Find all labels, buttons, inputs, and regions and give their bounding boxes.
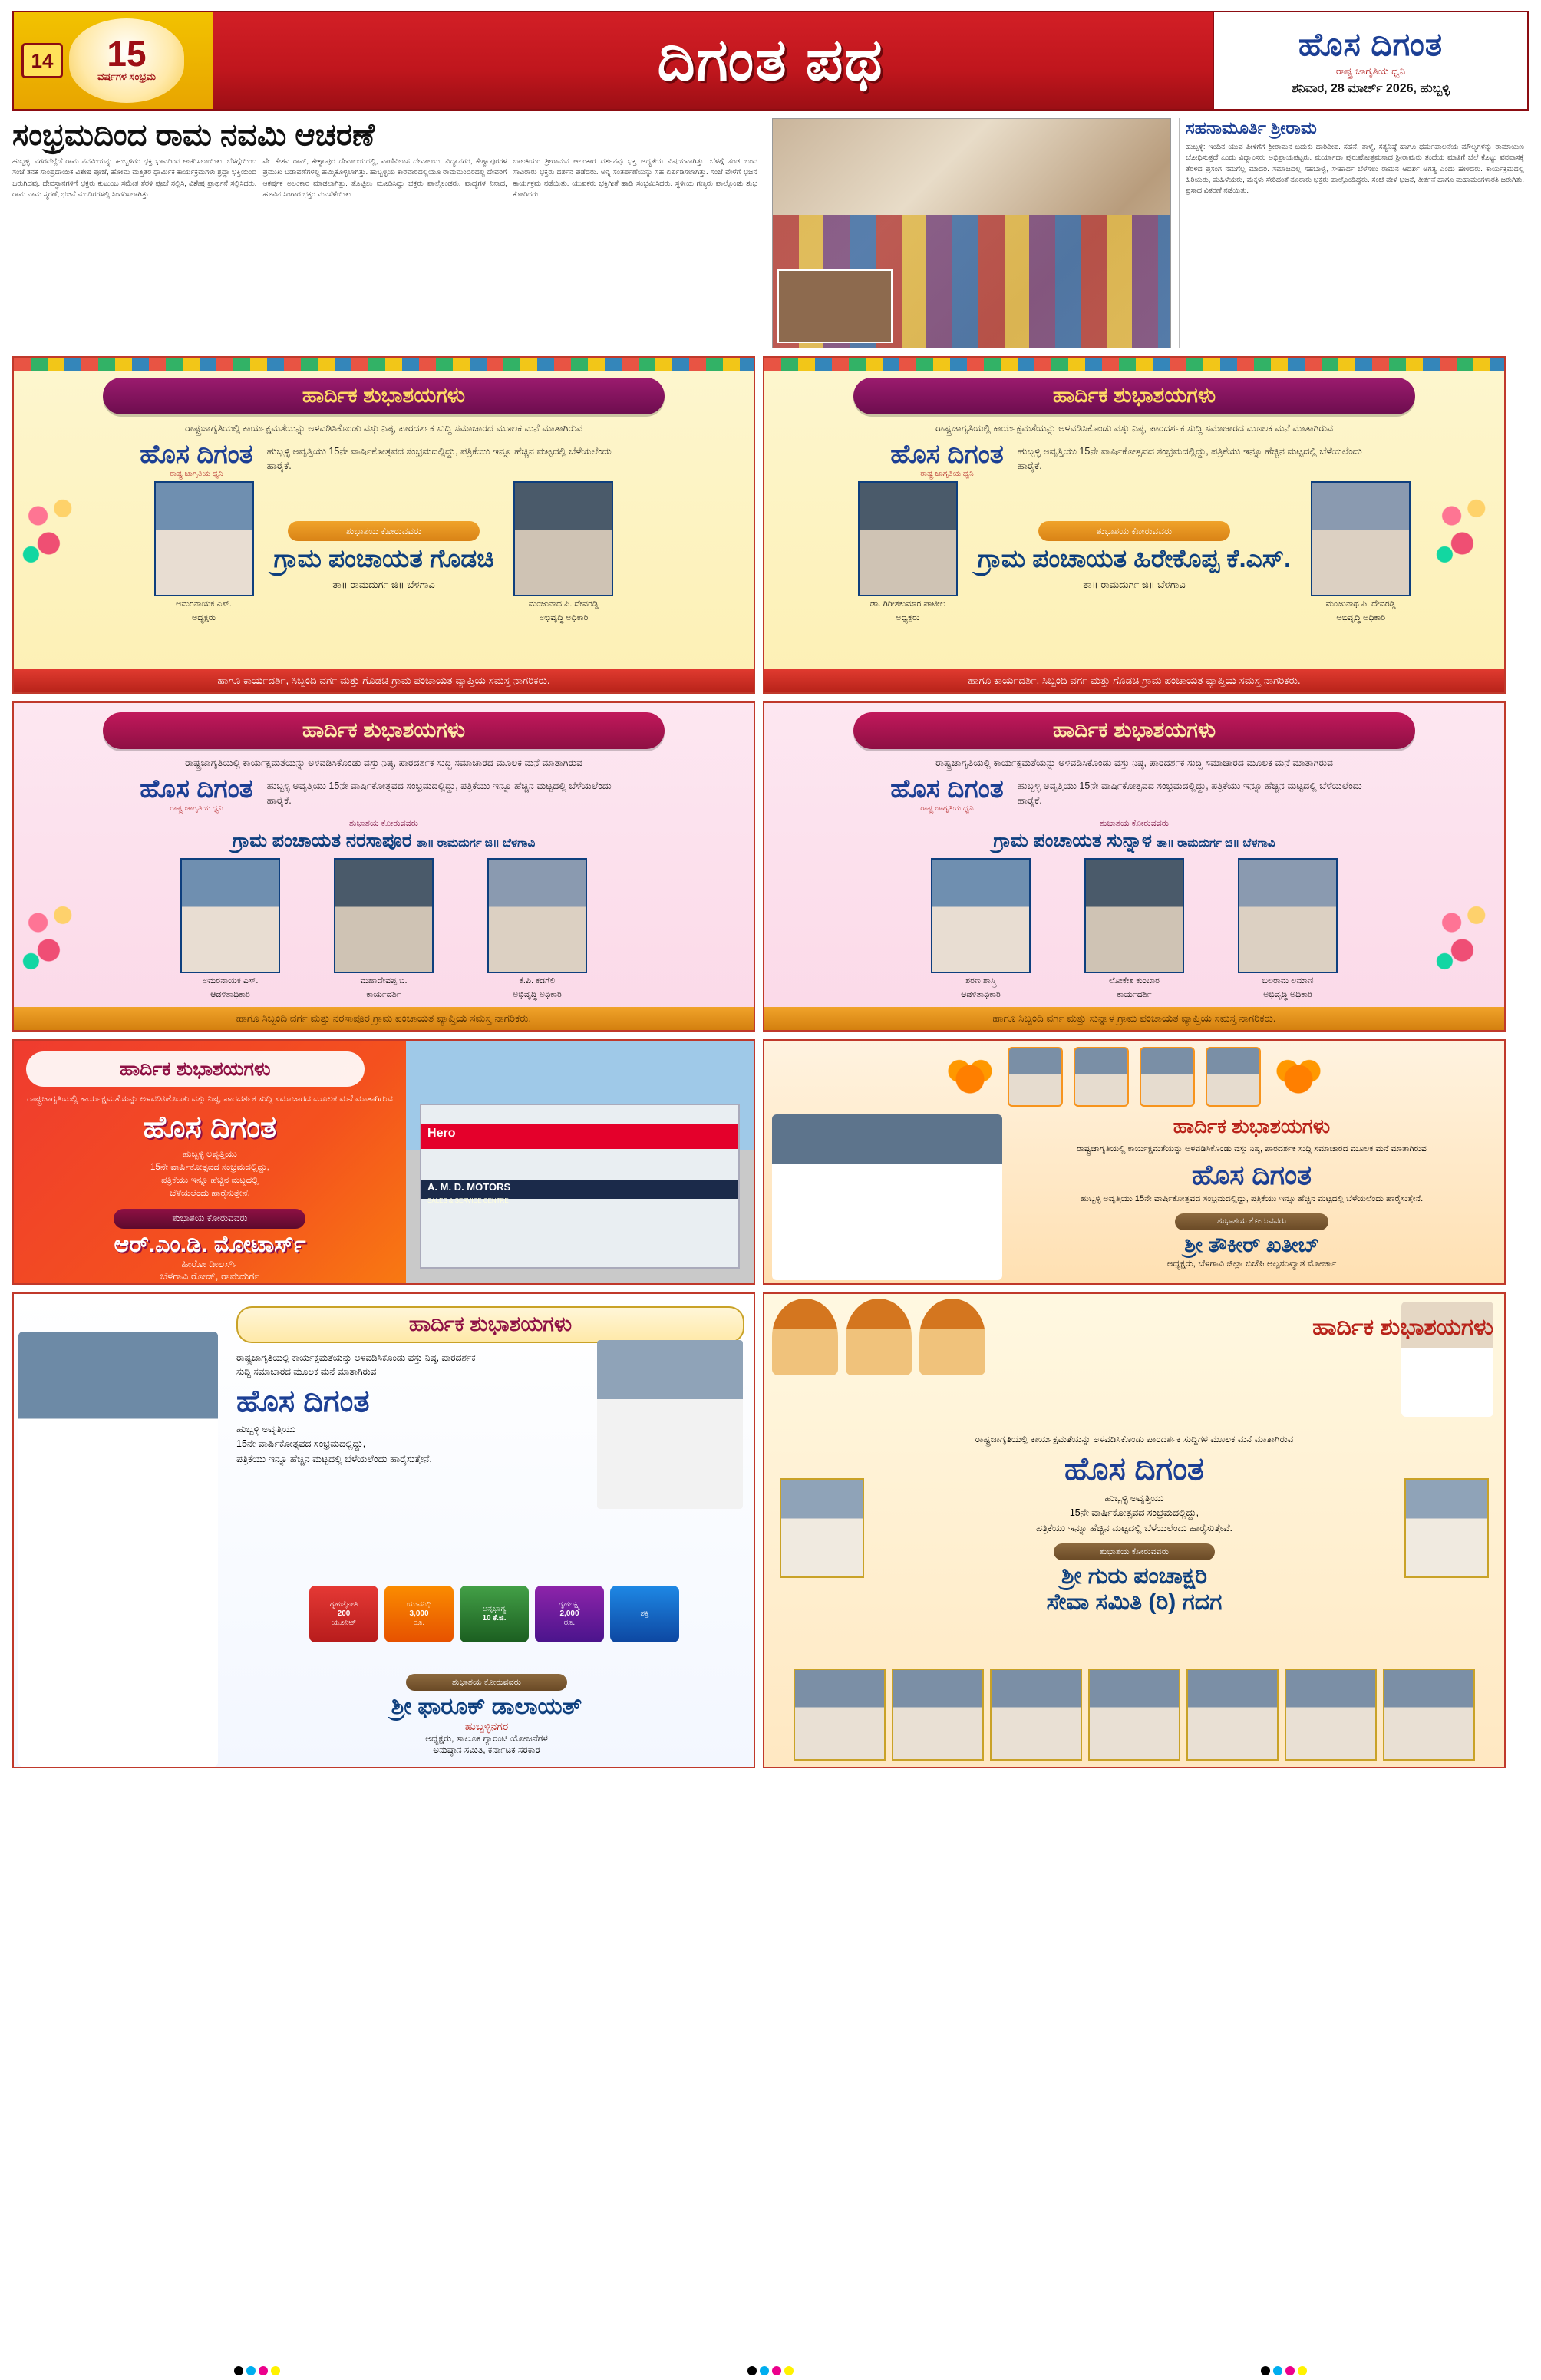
- portrait-photo: [487, 858, 587, 973]
- ad-guru-panchakshari: [763, 1292, 1506, 1768]
- news-sidebar: [1179, 118, 1524, 348]
- ad-intro-text: ರಾಷ್ಟ್ರಜಾಗೃತಿಯಲ್ಲಿ ಕಾರ್ಯಕ್ಷಮತೆಯನ್ನು ಅಳವಡಿಸಿಕೊಂಡು ವಸ್ತು ನಿಷ್ಠ, ಪಾರದರ್ಶಕ ಸುದ್ದಿ ಸಮಾಚಾರದ ಮೂಲಕ ಮನೆ ಮಾತಾಗಿರುವ: [184, 758, 583, 768]
- brand-logo: [140, 774, 253, 813]
- reg-dot-yellow: [271, 2366, 280, 2375]
- reg-dot-black: [1261, 2366, 1270, 2375]
- portrait-photo: [1084, 858, 1184, 973]
- reg-dot-magenta: [259, 2366, 268, 2375]
- scheme-card: [610, 1586, 679, 1642]
- reg-dot-yellow: [1298, 2366, 1307, 2375]
- registration-mark: [234, 2366, 280, 2375]
- news-main: [12, 118, 764, 348]
- ad-wish-line-3: ಪತ್ರಿಕೆಯು ಇನ್ನೂ ಹೆಚ್ಚಿನ ಮಟ್ಟದಲ್ಲಿ: [161, 1176, 259, 1186]
- ad-wish-line-3: ಪತ್ರಿಕೆಯು ಇನ್ನೂ ಹೆಚ್ಚಿನ ಮಟ್ಟದಲ್ಲಿ ಬೆಳೆಯಲೆಂದು ಹಾರೈಸುತ್ತೇನೆ.: [236, 1453, 432, 1464]
- reg-dot-cyan: [760, 2366, 769, 2375]
- scheme-value: 200: [337, 1609, 351, 1618]
- person-name: ಮಂಜುನಾಥ ಪಿ. ದೇವರಡ್ಡಿ: [528, 599, 599, 609]
- wisher-label: ಶುಭಾಶಯ ಕೋರುವವರು: [1175, 1213, 1328, 1230]
- wisher-label: ಶುಭಾಶಯ ಕೋರುವವರು: [406, 1674, 567, 1691]
- person-role: ಆಡಳಿತಾಧಿಕಾರಿ: [961, 989, 1001, 999]
- greeting-text: ಹಾರ್ದಿಕ ಶುಭಾಶಯಗಳು: [1173, 1114, 1331, 1137]
- ad-farooq-dalayat: [12, 1292, 755, 1768]
- ad-title: ಗ್ರಾಮ ಪಂಚಾಯತ ಗೊಡಚಿ: [273, 544, 494, 573]
- registration-mark: [747, 2366, 794, 2375]
- brand-logo-text: ಹೊಸ ದಿಗಂತ: [890, 440, 1004, 470]
- ad-place: ತಾ॥ ರಾಮದುರ್ಗ ಜಿ॥ ಬೆಳಗಾವಿ: [1157, 837, 1275, 850]
- ad-wish-line-1: ಹುಬ್ಬಳ್ಳಿ ಅವೃತ್ತಿಯು: [236, 1424, 296, 1434]
- member-photo: [794, 1669, 886, 1761]
- decorative-strip: [14, 358, 754, 371]
- reg-dot-cyan: [1273, 2366, 1282, 2375]
- wisher-label: ಶುಭಾಶಯ ಕೋರುವವರು: [1054, 1543, 1215, 1560]
- person-name: ಲೋಕೇಶ ಕುಂಬಾರ: [1109, 976, 1160, 986]
- ad-intro-text: ರಾಷ್ಟ್ರಜಾಗೃತಿಯಲ್ಲಿ ಕಾರ್ಯಕ್ಷಮತೆಯನ್ನು ಅಳವಡಿಸಿಕೊಂಡು ವಸ್ತು ನಿಷ್ಠ, ಪಾರದರ್ಶಕ ಸುದ್ದಿ ಸಮಾಚಾರದ ಮೂಲಕ ಮನೆ ಮಾತಾಗಿರುವ: [236, 1352, 476, 1377]
- ad-wish-text: ಹುಬ್ಬಳ್ಳಿ ಅವೃತ್ತಿಯು 15ನೇ ವಾರ್ಷಿಕೋತ್ಸವದ ಸಂಭ್ರಮದಲ್ಲಿದ್ದು, ಪತ್ರಿಕೆಯು ಇನ್ನೂ ಹೆಚ್ಚಿನ ಮಟ್ಟದಲ್ಲಿ ಬೆಳೆಯಲೆಂದು ಹಾರೈಕೆ.: [1017, 781, 1362, 807]
- portrait-photo: [931, 858, 1031, 973]
- person-row: [14, 858, 754, 1001]
- ad-wish-line-1: ಹುಬ್ಬಳ್ಳಿ ಅವೃತ್ತಿಯು: [1104, 1493, 1164, 1504]
- reg-dot-black: [234, 2366, 243, 2375]
- person-role: ಅಭಿವೃದ್ಧಿ ಅಧಿಕಾರಿ: [1263, 989, 1312, 999]
- ad-footer: ಹಾಗೂ ಕಾರ್ಯದರ್ಶಿ, ಸಿಬ್ಬಂದಿ ವರ್ಗ ಮತ್ತು ಗೊಡಚಿ ಗ್ರಾಮ ಪಂಚಾಯತ ವ್ಯಾಪ್ತಿಯ ಸಮಸ್ತ ನಾಗರಿಕರು.: [764, 669, 1504, 692]
- anniversary-number: 15: [107, 34, 147, 74]
- portrait-photo: [180, 858, 280, 973]
- member-photo: [1404, 1478, 1489, 1578]
- reg-dot-cyan: [246, 2366, 256, 2375]
- person-name: ಕೆ.ಪಿ. ಕಡಗೆಲಿ: [519, 976, 556, 986]
- brand-logo-text: ಹೊಸ ದಿಗಂತ: [143, 1110, 277, 1144]
- brand-logo-text: ಹೊಸ ದಿಗಂತ: [890, 774, 1004, 804]
- portrait-photo: [1311, 481, 1411, 596]
- news-columns: [12, 157, 757, 200]
- scheme-name: ಯುವನಿಧಿ: [406, 1600, 432, 1609]
- wisher-label: ಶುಭಾಶಯ ಕೋರುವವರು: [348, 819, 419, 829]
- member-photo: [1285, 1669, 1377, 1761]
- wisher-label: ಶುಭಾಶಯ ಕೋರುವವರು: [1099, 819, 1170, 829]
- scheme-card: [460, 1586, 529, 1642]
- ad-intro-text: ರಾಷ್ಟ್ರಜಾಗೃತಿಯಲ್ಲಿ ಕಾರ್ಯಕ್ಷಮತೆಯನ್ನು ಅಳವಡಿಸಿಕೊಂಡು ವಸ್ತು ನಿಷ್ಠ, ಪಾರದರ್ಶಕ ಸುದ್ದಿ ಸಮಾಚಾರದ ಮೂಲಕ ಮನೆ ಮಾತಾಗಿರುವ: [1077, 1144, 1427, 1154]
- brand-logo-text: ಹೊಸ ದಿಗಂತ: [1298, 25, 1444, 62]
- masthead: [12, 11, 1529, 111]
- person-card: [513, 481, 613, 624]
- scheme-unit: ರೂ.: [413, 1619, 425, 1627]
- person-name: ಡಾ. ಗಿರೀಶಕುಮಾರ ಪಾಟೀಲ: [869, 599, 945, 609]
- lotus-icon: [943, 1047, 997, 1101]
- wisher-label: ಶುಭಾಶಯ ಕೋರುವವರು: [1038, 521, 1230, 541]
- scheme-card: [535, 1586, 604, 1642]
- advertiser-name-1: ಶ್ರೀ ಗುರು ಪಂಚಾಕ್ಷರಿ: [1061, 1563, 1207, 1589]
- news-sidebar-headline: ಸಹನಾಮೂರ್ತಿ ಶ್ರೀರಾಮ: [1186, 118, 1317, 137]
- member-photo: [1088, 1669, 1180, 1761]
- ad-brand-row: [14, 774, 754, 813]
- person-name: ಅಮರನಾಯಕ ಎಸ್.: [202, 976, 259, 986]
- scheme-name: ಗೃಹಲಕ್ಷ್ಮಿ: [558, 1600, 581, 1609]
- ad-footer: ಹಾಗೂ ಕಾರ್ಯದರ್ಶಿ, ಸಿಬ್ಬಂದಿ ವರ್ಗ ಮತ್ತು ಗೊಡಚಿ ಗ್ರಾಮ ಪಂಚಾಯತ ವ್ಯಾಪ್ತಿಯ ಸಮಸ್ತ ನಾಗರಿಕರು.: [14, 669, 754, 692]
- greeting-ribbon: ಹಾರ್ದಿಕ ಶುಭಾಶಯಗಳು: [853, 712, 1416, 749]
- ad-brand-row: [764, 774, 1504, 813]
- advertiser-name: ಶ್ರೀ ತೌಕೀರ್ ಖತೀಬ್: [1184, 1233, 1319, 1256]
- ad-intro-text: ರಾಷ್ಟ್ರಜಾಗೃತಿಯಲ್ಲಿ ಕಾರ್ಯಕ್ಷಮತೆಯನ್ನು ಅಳವಡಿಸಿಕೊಂಡು ಪಾರದರ್ಶಕ ಸುದ್ದಿಗಳ ಮೂಲಕ ಮನೆ ಮಾತಾಗಿರುವ: [975, 1434, 1294, 1444]
- greeting-ribbon: ಹಾರ್ದಿಕ ಶುಭಾಶಯಗಳು: [236, 1306, 744, 1343]
- registration-mark: [1261, 2366, 1307, 2375]
- ad-motors-photo: [406, 1041, 754, 1283]
- ad-place: ತಾ॥ ರಾಮದುರ್ಗ ಜಿ॥ ಬೆಳಗಾವಿ: [1083, 579, 1186, 591]
- ad-brand-row: [14, 440, 754, 478]
- saint-photo-row: [772, 1299, 985, 1375]
- person-card: [334, 858, 434, 1001]
- ad-toukir-khatib: [763, 1039, 1506, 1285]
- brand-tagline: ರಾಷ್ಟ್ರ ಜಾಗೃತಿಯ ಧ್ವನಿ: [170, 470, 223, 479]
- brand-logo-text: ಹೊಸ ದಿಗಂತ: [140, 440, 253, 470]
- scheme-row: [244, 1586, 744, 1642]
- brand-tagline: ರಾಷ್ಟ್ರ ಜಾಗೃತಿಯ ಧ್ವನಿ: [170, 804, 223, 814]
- ad-place: ತಾ॥ ರಾಮದುರ್ಗ ಜಿ॥ ಬೆಳಗಾವಿ: [332, 579, 435, 591]
- person-role: ಅಭಿವೃದ್ಧಿ ಅಧಿಕಾರಿ: [513, 989, 562, 999]
- registration-marks: [0, 2366, 1541, 2375]
- member-photo: [1186, 1669, 1279, 1761]
- person-name: ಬಲರಾಮ ಲಮಾಣಿ: [1262, 976, 1314, 986]
- advertiser-name-2: ಸೇವಾ ಸಮಿತಿ (ರಿ) ಗದಗ: [1046, 1589, 1223, 1616]
- flower-decoration-icon: [1430, 488, 1501, 580]
- leader-photo: [1074, 1047, 1129, 1107]
- scheme-unit: ರೂ.: [563, 1619, 576, 1627]
- anniversary-label: ವರ್ಷಗಳ ಸಂಭ್ರಮ: [97, 70, 157, 82]
- portrait-photo: [858, 481, 958, 596]
- ad-title: ಗ್ರಾಮ ಪಂಚಾಯತ ಹಿರೇಕೊಪ್ಪ ಕೆ.ಎಸ್.: [977, 544, 1292, 573]
- person-role: ಅಧ್ಯಕ್ಷರು: [896, 612, 920, 622]
- person-role: ಅಧ್ಯಕ್ಷರು: [191, 612, 216, 622]
- scheme-value: 2,000: [559, 1609, 579, 1618]
- signage-name: A. M. D. MOTORS: [427, 1181, 511, 1193]
- reg-dot-magenta: [1285, 2366, 1295, 2375]
- ad-wish-line-2: 15ನೇ ವಾರ್ಷಿಕೋತ್ಸವದ ಸಂಭ್ರಮದಲ್ಲಿದ್ದು,: [236, 1438, 366, 1450]
- greeting-ribbon: ಹಾರ್ದಿಕ ಶುಭಾಶಯಗಳು: [103, 378, 665, 414]
- masthead-right: [1213, 12, 1527, 109]
- brand-logo: [1298, 26, 1443, 64]
- reg-dot-yellow: [784, 2366, 794, 2375]
- advertiser-title-2: ಅನುಷ್ಠಾನ ಸಮಿತಿ, ಕರ್ನಾಟಕ ಸರಕಾರ: [433, 1745, 540, 1755]
- portrait-photo: [154, 481, 254, 596]
- news-photo: [772, 118, 1171, 348]
- person-role: ಅಭಿವೃದ್ಧಿ ಅಧಿಕಾರಿ: [1336, 612, 1386, 622]
- scheme-card: [384, 1586, 454, 1642]
- advertiser-name: ಶ್ರೀ ಫಾರೂಕ್ ಡಾಲಾಯತ್: [391, 1694, 582, 1719]
- showroom-image: [420, 1104, 740, 1269]
- reg-dot-magenta: [772, 2366, 781, 2375]
- portrait-photo: [334, 858, 434, 973]
- brand-logo-text: ಹೊಸ ದಿಗಂತ: [236, 1385, 370, 1418]
- wisher-label: ಶುಭಾಶಯ ಕೋರುವವರು: [288, 521, 480, 541]
- flower-decoration-icon: [17, 895, 87, 987]
- news-section: [12, 118, 1529, 348]
- advertiser-title-1: ಅಧ್ಯಕ್ಷರು, ತಾಲೂಕ ಗ್ಯಾರಂಟಿ ಯೋಜನೆಗಳ: [425, 1733, 548, 1744]
- ad-title: [764, 830, 1504, 852]
- news-sidebar-body: ಹುಬ್ಬಳ್ಳಿ: ಇಂದಿನ ಯುವ ಪೀಳಿಗೆಗೆ ಶ್ರೀರಾಮನ ಬದುಕು ದಾರಿದೀಪ. ಸಹನೆ, ತಾಳ್ಮೆ, ಸತ್ಯನಿಷ್ಠೆ ಹಾಗೂ ಧರ್ಮಪಾಲನೆಯ ಮೌಲ್ಯಗಳನ್ನು ರಾಮಾಯಣ ಬೋಧಿಸುತ್ತದೆ ಎಂದು ವಿದ್ವಾಂಸರು ಅಭಿಪ್ರಾಯಪಟ್ಟರು. ಮರ್ಯಾದಾ ಪುರುಷೋತ್ತಮನಾದ ಶ್ರೀರಾಮನು ತಂದೆಯ ಮಾತಿಗೆ ಬೆಲೆ ಕೊಟ್ಟು ವನವಾಸಕ್ಕೆ ತೆರಳಿದ ಪ್ರಸಂಗ ನಮಗೆಲ್ಲ ಮಾದರಿ. ಸಮಾಜದಲ್ಲಿ ಸಹಬಾಳ್ವೆ, ಸೌಹಾರ್ದ ಬೆಳೆಸಲು ರಾಮನ ಆದರ್ಶ ಅಗತ್ಯ ಎಂದು ಹೇಳಿದರು. ಕಾರ್ಯಕ್ರಮದಲ್ಲಿ ಹಿರಿಯರು, ಮಹಿಳೆಯರು, ಮಕ್ಕಳು ಸೇರಿದಂತೆ ನೂರಾರು ಭಕ್ತರು ಪಾಲ್ಗೊಂಡಿದ್ದರು. ಸಂಜೆ ವೇಳೆ ಭಜನೆ, ಕೀರ್ತನೆ ಹಾಗೂ ಮಹಾಮಂಗಳಾರತಿ ಜರುಗಿತು. ಪ್ರಸಾದ ವಿತರಣೆ ನಡೆಯಿತು.: [1186, 143, 1524, 195]
- ad-narasapura: [12, 701, 755, 1032]
- ad-title: [14, 830, 754, 852]
- greeting-ribbon: ಹಾರ್ದಿಕ ಶುಭಾಶಯಗಳು: [26, 1051, 365, 1087]
- member-photo: [780, 1478, 864, 1578]
- flower-decoration-icon: [1430, 895, 1501, 987]
- brand-logo: [140, 440, 253, 478]
- person-card: [154, 481, 254, 624]
- person-row: [764, 858, 1504, 1001]
- portrait-photo: [1238, 858, 1338, 973]
- member-photo: [990, 1669, 1082, 1761]
- ad-hirekoppa: [763, 356, 1506, 694]
- member-photo: [1383, 1669, 1475, 1761]
- advertiser-portrait: [18, 1332, 218, 1767]
- leader-photo-row: [764, 1047, 1504, 1107]
- advertiser-name: ಆರ್.ಎಂ.ಡಿ. ಮೋಟಾರ್ಸ್: [114, 1231, 306, 1257]
- masthead-title: ದಿಗಂತ ಪಥ: [657, 27, 884, 93]
- signage-brand: Hero: [427, 1126, 456, 1140]
- ad-title-text: ಗ್ರಾಮ ಪಂಚಾಯತ ಸುನ್ನಾಳ: [993, 830, 1152, 852]
- news-column-1: ಹುಬ್ಬಳ್ಳಿ: ನಗರದೆಲ್ಲೆಡೆ ರಾಮ ನವಮಿಯನ್ನು ಹುಬ್ಬಳಿಗರ ಭಕ್ತಿ ಭಾವದಿಂದ ಆಚರಿಸಲಾಯಿತು. ಬೆಳಗ್ಗೆಯಿಂದ ಸಂಜೆ ತನಕ ಸಾಂಪ್ರದಾಯಿಕ ವಿಶೇಷ ಪೂಜೆ, ಹೋಮ ಮತ್ತಿತರ ಧಾರ್ಮಿಕ ಕಾರ್ಯಕ್ರಮಗಳು ಶ್ರದ್ಧಾ ಭಕ್ತಿಯಿಂದ ಜರುಗಿದವು. ದೇವಸ್ಥಾನಗಳಿಗೆ ಭಕ್ತರು ಕುಟುಂಬ ಸಮೇತ ತೆರಳಿ ಪೂಜೆ ಸಲ್ಲಿಸಿ, ವಿಶೇಷ ಪ್ರಾರ್ಥನೆ ಸಲ್ಲಿಸಿದರು. ರಾಮ ನಾಮ ಸ್ಮರಣೆ, ಭಜನೆ ಮಂದಿರಗಳಲ್ಲಿ ಸಿಂಗರಿಸಲಾಗಿತ್ತು.: [12, 157, 257, 199]
- news-headline: ಸಂಭ್ರಮದಿಂದ ರಾಮ ನವಮಿ ಆಚರಣೆ: [12, 118, 375, 152]
- ad-brand-row: [764, 440, 1504, 478]
- person-card: [858, 481, 958, 624]
- decorative-strip: [764, 358, 1504, 371]
- brand-tagline: ರಾಷ್ಟ್ರ ಜಾಗೃತಿಯ ಧ್ವನಿ: [920, 804, 974, 814]
- saint-photo: [919, 1299, 985, 1375]
- news-column-2: ವೇ. ಕೇಶವ ರಾವ್, ಕೇಶ್ವಾಪುರ ದೇವಾಲಯದಲ್ಲಿ, ವಾಣಿವಿಲಾಸ ದೇವಾಲಯ, ವಿದ್ಯಾನಗರ, ಕೇಶ್ವಾಪುರಗಳ ಪ್ರಮುಖ ಬಡಾವಣೆಗಳಲ್ಲಿ ಹಮ್ಮಿಕೊಳ್ಳಲಾಗಿತ್ತು. ಹುಬ್ಬಳ್ಳಿಯ ಕಾರವಾರದಲ್ಲಿಯೂ ರಾಮಮಂದಿರದಲ್ಲಿ ದೇವರಿಗೆ ಆಕರ್ಷಕ ಅಲಂಕಾರ ಮಾಡಲಾಗಿತ್ತು. ತೊಟ್ಟಿಲು ಮೂಡಿಸಿದ್ದು ಭಕ್ತರು ಪಾಲ್ಗೊಂಡರು. ವಾದ್ಯಗಳ ನಿನಾದ, ಹೂವಿನ ಸಿಂಗಾರ ಭಕ್ತರ ಮನಸೆಳೆಯಿತು.: [262, 157, 507, 199]
- ad-footer: ಹಾಗೂ ಸಿಬ್ಬಂದಿ ವರ್ಗ ಮತ್ತು ಸುನ್ನಾಳ ಗ್ರಾಮ ಪಂಚಾಯತ ವ್ಯಾಪ್ತಿಯ ಸಮಸ್ತ ನಾಗರಿಕರು.: [764, 1007, 1504, 1030]
- person-role: ಕಾರ್ಯದರ್ಶಿ: [366, 989, 401, 999]
- ad-wish-text: ಹುಬ್ಬಳ್ಳಿ ಅವೃತ್ತಿಯು 15ನೇ ವಾರ್ಷಿಕೋತ್ಸವದ ಸಂಭ್ರಮದಲ್ಲಿದ್ದು, ಪತ್ರಿಕೆಯು ಇನ್ನೂ ಹೆಚ್ಚಿನ ಮಟ್ಟದಲ್ಲಿ ಬೆಳೆಯಲೆಂದು ಹಾರೈಕೆ.: [266, 781, 612, 807]
- person-name: ಅಮರನಾಯಕ ಎಸ್.: [176, 599, 232, 609]
- scheme-unit: ಯೂನಿಟ್: [331, 1619, 357, 1627]
- ad-wish-text: ಹುಬ್ಬಳ್ಳಿ ಅವೃತ್ತಿಯು 15ನೇ ವಾರ್ಷಿಕೋತ್ಸವದ ಸಂಭ್ರಮದಲ್ಲಿದ್ದು, ಪತ್ರಿಕೆಯು ಇನ್ನೂ ಹೆಚ್ಚಿನ ಮಟ್ಟದಲ್ಲಿ ಬೆಳೆಯಲೆಂದು ಹಾರೈಕೆ.: [266, 446, 612, 472]
- ad-wish-text: ಹುಬ್ಬಳ್ಳಿ ಅವೃತ್ತಿಯು 15ನೇ ವಾರ್ಷಿಕೋತ್ಸವದ ಸಂಭ್ರಮದಲ್ಲಿದ್ದು, ಪತ್ರಿಕೆಯು ಇನ್ನೂ ಹೆಚ್ಚಿನ ಮಟ್ಟದಲ್ಲಿ ಬೆಳೆಯಲೆಂದು ಹಾರೈಸುತ್ತೇನೆ.: [1080, 1193, 1424, 1203]
- greeting-ribbon: ಹಾರ್ದಿಕ ಶುಭಾಶಯಗಳು: [103, 712, 665, 749]
- ad-title-text: ಗ್ರಾಮ ಪಂಚಾಯತ ನರಸಾಪೂರ: [232, 830, 412, 852]
- scheme-value: 3,000: [409, 1609, 429, 1618]
- signage-tagline: SALES & SERVICE CENTRE: [427, 1197, 509, 1205]
- brand-tagline: ರಾಷ್ಟ್ರ ಜಾಗೃತಿಯ ಧ್ವನಿ: [920, 470, 974, 479]
- reg-dot-black: [747, 2366, 757, 2375]
- advertiser-place: ಹುಬ್ಬಳ್ಳಿನಗರ: [464, 1720, 509, 1732]
- ad-wish-line-4: ಬೆಳೆಯಲೆಂದು ಹಾರೈಸುತ್ತೇನೆ.: [170, 1189, 250, 1199]
- member-photo: [892, 1669, 984, 1761]
- person-card: [180, 858, 280, 1001]
- ad-motors-text-panel: [14, 1041, 406, 1283]
- ad-intro-text: ರಾಷ್ಟ್ರಜಾಗೃತಿಯಲ್ಲಿ ಕಾರ್ಯಕ್ಷಮತೆಯನ್ನು ಅಳವಡಿಸಿಕೊಂಡು ವಸ್ತು ನಿಷ್ಠ, ಪಾರದರ್ಶಕ ಸುದ್ದಿ ಸಮಾಚಾರದ ಮೂಲಕ ಮನೆ ಮಾತಾಗಿರುವ: [184, 423, 583, 434]
- ad-footer: ಹಾಗೂ ಸಿಬ್ಬಂದಿ ವರ್ಗ ಮತ್ತು ನರಸಾಪೂರ ಗ್ರಾಮ ಪಂಚಾಯತ ವ್ಯಾಪ್ತಿಯ ಸಮಸ್ತ ನಾಗರಿಕರು.: [14, 1007, 754, 1030]
- advertiser-title: ಅಧ್ಯಕ್ಷರು, ಬೆಳಗಾವಿ ಜಿಲ್ಲಾ ಬಿಜೆಪಿ ಅಲ್ಪಸಂಖ್ಯಾತ ಮೋರ್ಚಾ: [1166, 1257, 1337, 1269]
- person-card: [1084, 858, 1184, 1001]
- scheme-name: ಗೃಹಜ್ಯೋತಿ: [329, 1600, 358, 1609]
- ad-wish-line-2: 15ನೇ ವಾರ್ಷಿಕೋತ್ಸವದ ಸಂಭ್ರಮದಲ್ಲಿದ್ದು,: [1069, 1507, 1199, 1519]
- brand-logo-text: ಹೊಸ ದಿಗಂತ: [1064, 1451, 1205, 1487]
- news-column-3: ಬಾಲಕಿಯರ ಶ್ರೀರಾಮನ ಆಲಂಕಾರ ದರ್ಶನವು ಭಕ್ತ ಆದ್ಯತೆಯ ವಿಷಯವಾಗಿತ್ತು. ಬೆಳಗ್ಗೆ ತಂಡ ಬಂದ ಸಾವಿರಾರು ಭಕ್ತರು ದರ್ಶನ ಪಡೆದರು. ಅನ್ನ ಸಂತರ್ಪಣೆಯನ್ನು ಸಹ ಏರ್ಪಡಿಸಲಾಗಿತ್ತು. ಸಂಜೆ ವೇಳೆಗೆ ಭಜನೆ ಕಾರ್ಯಕ್ರಮ ನಡೆಯಿತು. ಯುವಕರು ಭಕ್ತಿಗೀತೆ ಹಾಡಿ ಸಂಭ್ರಮಿಸಿದರು. ಸ್ಥಳೀಯ ಗಣ್ಯರು ಪಾಲ್ಗೊಂಡು ಶುಭ ಕೋರಿದರು.: [513, 157, 757, 199]
- person-name: ಮಂಜುನಾಥ ಪಿ. ದೇವರಡ್ಡಿ: [1325, 599, 1396, 609]
- brand-logo: [890, 440, 1004, 478]
- person-card: [1238, 858, 1338, 1001]
- ad-intro-text: ರಾಷ್ಟ್ರಜಾಗೃತಿಯಲ್ಲಿ ಕಾರ್ಯಕ್ಷಮತೆಯನ್ನು ಅಳವಡಿಸಿಕೊಂಡು ವಸ್ತು ನಿಷ್ಠ, ಪಾರದರ್ಶಕ ಸುದ್ದಿ ಸಮಾಚಾರದ ಮೂಲಕ ಮನೆ ಮಾತಾಗಿರುವ: [935, 758, 1334, 768]
- person-name: ಮಹಾದೇವಪ್ಪ ಬಿ.: [360, 976, 408, 986]
- portrait-photo: [513, 481, 613, 596]
- news-photo-inset: [777, 269, 893, 343]
- anniversary-seal: [69, 18, 184, 103]
- issue-date: ಶನಿವಾರ, 28 ಮಾರ್ಚ್ 2026, ಹುಬ್ಬಳ್ಳಿ: [1292, 81, 1450, 95]
- advertiser-sub-1: ಹೀರೋ ಡೀಲರ್ಸ್: [181, 1257, 239, 1269]
- ad-intro-text: ರಾಷ್ಟ್ರಜಾಗೃತಿಯಲ್ಲಿ ಕಾರ್ಯಕ್ಷಮತೆಯನ್ನು ಅಳವಡಿಸಿಕೊಂಡು ವಸ್ತು ನಿಷ್ಠ, ಪಾರದರ್ಶಕ ಸುದ್ದಿ ಸಮಾಚಾರದ ಮೂಲಕ ಮನೆ ಮಾತಾಗಿರುವ: [935, 423, 1334, 434]
- person-card: [1311, 481, 1411, 624]
- ad-sunnala: [763, 701, 1506, 1032]
- saint-photo: [846, 1299, 912, 1375]
- person-card: [931, 858, 1031, 1001]
- leader-photo: [1008, 1047, 1063, 1107]
- person-role: ಅಭಿವೃದ್ಧಿ ಅಧಿಕಾರಿ: [539, 612, 589, 622]
- wisher-label: ಶುಭಾಶಯ ಕೋರುವವರು: [114, 1209, 305, 1229]
- leader-portrait: [597, 1340, 743, 1509]
- advertiser-sub-2: ಬೆಳಗಾವಿ ರೋಡ್, ರಾಮದುರ್ಗ: [160, 1269, 260, 1282]
- ad-wish-line-2: 15ನೇ ವಾರ್ಷಿಕೋತ್ಸವದ ಸಂಭ್ರಮದಲ್ಲಿದ್ದು,: [150, 1162, 269, 1172]
- saint-photo: [772, 1299, 838, 1375]
- scheme-name: ಶಕ್ತಿ: [640, 1609, 649, 1618]
- greeting-ribbon: ಹಾರ್ದಿಕ ಶುಭಾಶಯಗಳು: [853, 378, 1416, 414]
- person-role: ಕಾರ್ಯದರ್ಶಿ: [1117, 989, 1152, 999]
- greeting-text: ಹಾರ್ದಿಕ ಶುಭಾಶಯಗಳು: [1312, 1315, 1493, 1340]
- masthead-left: [14, 12, 213, 109]
- ad-wish-line-1: ಹುಬ್ಬಳ್ಳಿ ಅವೃತ್ತಿಯು: [182, 1149, 237, 1159]
- person-card: [487, 858, 587, 1001]
- leader-photo: [1206, 1047, 1261, 1107]
- ad-place: ತಾ॥ ರಾಮದುರ್ಗ ಜಿ॥ ಬೆಳಗಾವಿ: [417, 837, 536, 850]
- advertisement-grid: [12, 356, 1529, 1768]
- brand-logo-text: ಹೊಸ ದಿಗಂತ: [140, 774, 253, 804]
- showroom-signboard: [421, 1124, 738, 1149]
- ad-godachi: [12, 356, 755, 694]
- advertiser-portrait: [772, 1114, 1002, 1280]
- leader-photo: [1140, 1047, 1195, 1107]
- member-photo-row: [772, 1669, 1496, 1761]
- person-role: ಆಡಳಿತಾಧಿಕಾರಿ: [210, 989, 250, 999]
- scheme-card: [309, 1586, 378, 1642]
- brand-logo-text: ಹೊಸ ದಿಗಂತ: [1191, 1158, 1312, 1190]
- brand-tagline: ರಾಷ್ಟ್ರ ಜಾಗೃತಿಯ ಧ್ವನಿ: [1335, 64, 1406, 77]
- brand-logo: [890, 774, 1004, 813]
- ad-wish-line-3: ಪತ್ರಿಕೆಯು ಇನ್ನೂ ಹೆಚ್ಚಿನ ಮಟ್ಟದಲ್ಲಿ ಬೆಳೆಯಲೆಂದು ಹಾರೈಸುತ್ತೇವೆ.: [1036, 1522, 1232, 1533]
- page-number-badge: 14: [21, 43, 63, 78]
- lotus-icon: [1272, 1047, 1325, 1101]
- ad-wish-text: ಹುಬ್ಬಳ್ಳಿ ಅವೃತ್ತಿಯು 15ನೇ ವಾರ್ಷಿಕೋತ್ಸವದ ಸಂಭ್ರಮದಲ್ಲಿದ್ದು, ಪತ್ರಿಕೆಯು ಇನ್ನೂ ಹೆಚ್ಚಿನ ಮಟ್ಟದಲ್ಲಿ ಬೆಳೆಯಲೆಂದು ಹಾರೈಕೆ.: [1017, 446, 1362, 472]
- flower-decoration-icon: [17, 488, 87, 580]
- ad-rmd-motors: [12, 1039, 755, 1285]
- scheme-name: ಅನ್ನಭಾಗ್ಯ: [482, 1605, 507, 1613]
- ad-intro-text: ರಾಷ್ಟ್ರಜಾಗೃತಿಯಲ್ಲಿ ಕಾರ್ಯಕ್ಷಮತೆಯನ್ನು ಅಳವಡಿಸಿಕೊಂಡು ವಸ್ತು ನಿಷ್ಠ, ಪಾರದರ್ಶಕ ಸುದ್ದಿ ಸಮಾಚಾರದ ಮೂಲಕ ಮನೆ ಮಾತಾಗಿರುವ: [27, 1094, 393, 1104]
- scheme-value: 10 ಕೆ.ಜಿ.: [482, 1614, 507, 1622]
- person-name: ಶರಣ ಶಾಸ್ತ್ರಿ: [965, 976, 996, 986]
